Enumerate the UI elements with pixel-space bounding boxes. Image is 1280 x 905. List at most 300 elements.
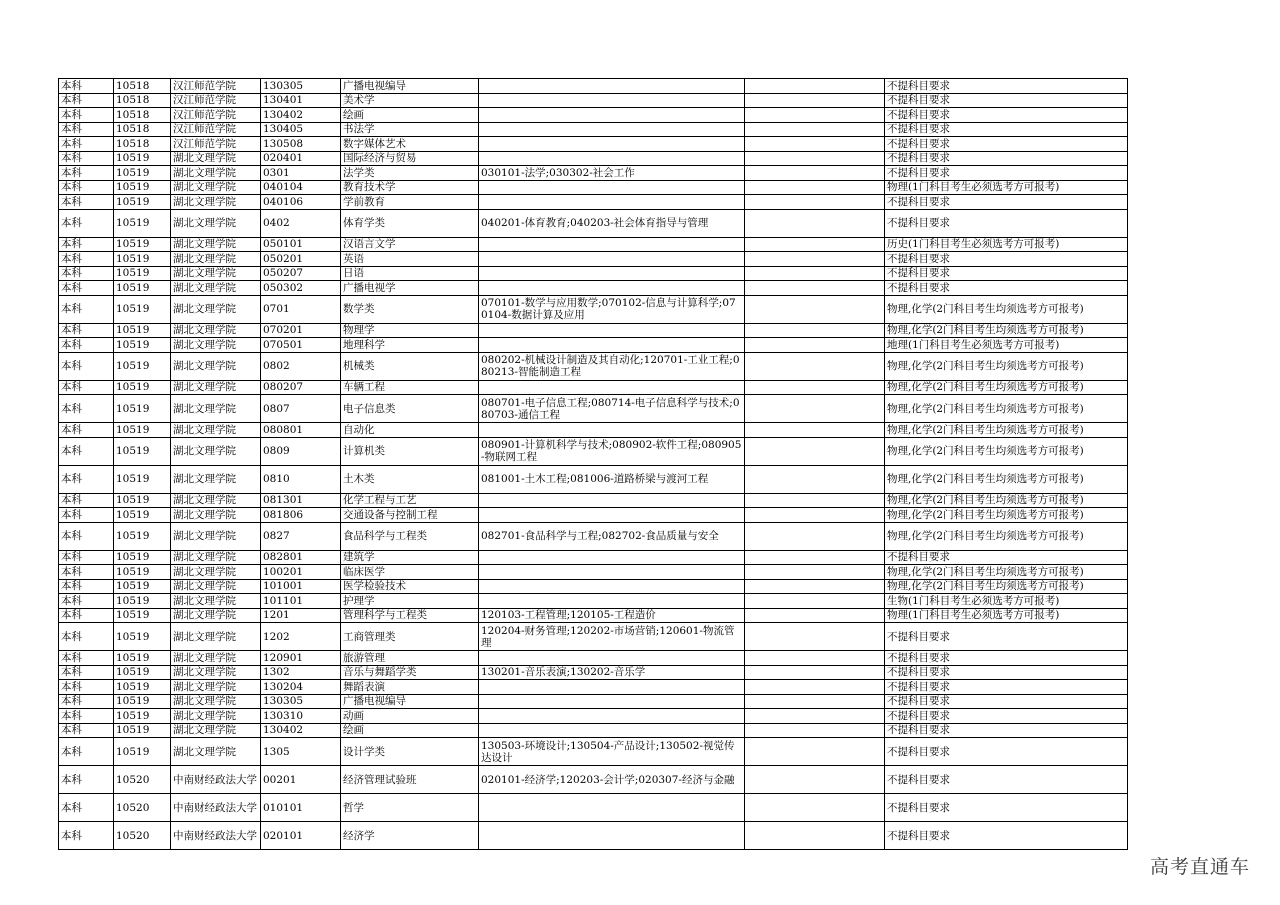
major-name-cell: 汉语言文学 xyxy=(341,237,479,252)
subject-requirement-cell: 不提科目要求 xyxy=(885,93,1128,108)
table-row xyxy=(59,180,1128,195)
school-code-cell: 10518 xyxy=(114,137,171,152)
subject-requirement-cell: 物理,化学(2门科目考生均须选考方可报考) xyxy=(885,465,1128,493)
note-cell xyxy=(745,137,885,152)
table-body xyxy=(59,79,1128,850)
table-row xyxy=(59,166,1128,181)
included-majors-cell: 070101-数学与应用数学;070102-信息与计算科学;070104-数据计算及应用 xyxy=(479,295,745,323)
school-name-cell: 湖北文理学院 xyxy=(171,608,261,623)
major-name-cell: 机械类 xyxy=(341,352,479,380)
included-majors-cell: 120103-工程管理;120105-工程造价 xyxy=(479,608,745,623)
school-name-cell: 湖北文理学院 xyxy=(171,550,261,565)
major-code-cell: 1201 xyxy=(261,608,341,623)
level-cell: 本科 xyxy=(59,195,114,210)
table-row xyxy=(59,79,1128,94)
level-cell: 本科 xyxy=(59,665,114,680)
subject-requirement-cell: 地理(1门科目考生必须选考方可报考) xyxy=(885,338,1128,353)
note-cell xyxy=(745,237,885,252)
admission-requirements-table xyxy=(58,78,1128,850)
school-name-cell: 湖北文理学院 xyxy=(171,151,261,166)
level-cell: 本科 xyxy=(59,295,114,323)
school-name-cell: 汉江师范学院 xyxy=(171,79,261,94)
major-name-cell: 舞蹈表演 xyxy=(341,680,479,695)
level-cell: 本科 xyxy=(59,79,114,94)
watermark-text: 高考直通车 xyxy=(1149,856,1250,878)
included-majors-cell xyxy=(479,180,745,195)
level-cell: 本科 xyxy=(59,594,114,609)
note-cell xyxy=(745,709,885,724)
major-code-cell: 070201 xyxy=(261,323,341,338)
subject-requirement-cell: 不提科目要求 xyxy=(885,794,1128,822)
major-name-cell: 地理科学 xyxy=(341,338,479,353)
table-row xyxy=(59,680,1128,695)
level-cell: 本科 xyxy=(59,166,114,181)
major-name-cell: 化学工程与工艺 xyxy=(341,493,479,508)
table-row xyxy=(59,266,1128,281)
school-name-cell: 湖北文理学院 xyxy=(171,295,261,323)
major-name-cell: 国际经济与贸易 xyxy=(341,151,479,166)
school-name-cell: 湖北文理学院 xyxy=(171,209,261,237)
major-name-cell: 教育技术学 xyxy=(341,180,479,195)
major-code-cell: 130402 xyxy=(261,108,341,123)
major-code-cell: 070501 xyxy=(261,338,341,353)
table-row xyxy=(59,723,1128,738)
table-row xyxy=(59,137,1128,152)
note-cell xyxy=(745,822,885,850)
level-cell: 本科 xyxy=(59,565,114,580)
major-code-cell: 0810 xyxy=(261,465,341,493)
level-cell: 本科 xyxy=(59,252,114,267)
school-code-cell: 10518 xyxy=(114,108,171,123)
school-name-cell: 湖北文理学院 xyxy=(171,493,261,508)
subject-requirement-cell: 不提科目要求 xyxy=(885,623,1128,651)
level-cell: 本科 xyxy=(59,323,114,338)
level-cell: 本科 xyxy=(59,237,114,252)
included-majors-cell xyxy=(479,93,745,108)
subject-requirement-cell: 不提科目要求 xyxy=(885,108,1128,123)
school-name-cell: 湖北文理学院 xyxy=(171,380,261,395)
major-name-cell: 自动化 xyxy=(341,423,479,438)
school-code-cell: 10519 xyxy=(114,465,171,493)
school-name-cell: 湖北文理学院 xyxy=(171,694,261,709)
school-code-cell: 10518 xyxy=(114,79,171,94)
school-code-cell: 10519 xyxy=(114,237,171,252)
included-majors-cell xyxy=(479,79,745,94)
included-majors-cell xyxy=(479,794,745,822)
included-majors-cell xyxy=(479,122,745,137)
major-code-cell: 050207 xyxy=(261,266,341,281)
table-row xyxy=(59,423,1128,438)
subject-requirement-cell: 不提科目要求 xyxy=(885,822,1128,850)
included-majors-cell xyxy=(479,550,745,565)
note-cell xyxy=(745,352,885,380)
table-row xyxy=(59,352,1128,380)
school-code-cell: 10519 xyxy=(114,266,171,281)
included-majors-cell xyxy=(479,579,745,594)
subject-requirement-cell: 不提科目要求 xyxy=(885,738,1128,766)
table-row xyxy=(59,465,1128,493)
table-row xyxy=(59,794,1128,822)
major-code-cell: 0809 xyxy=(261,437,341,465)
table-row xyxy=(59,665,1128,680)
major-code-cell: 020101 xyxy=(261,822,341,850)
school-name-cell: 湖北文理学院 xyxy=(171,709,261,724)
school-code-cell: 10519 xyxy=(114,437,171,465)
note-cell xyxy=(745,79,885,94)
note-cell xyxy=(745,252,885,267)
note-cell xyxy=(745,608,885,623)
school-code-cell: 10519 xyxy=(114,608,171,623)
note-cell xyxy=(745,323,885,338)
school-code-cell: 10519 xyxy=(114,565,171,580)
level-cell: 本科 xyxy=(59,281,114,296)
school-code-cell: 10518 xyxy=(114,93,171,108)
school-name-cell: 湖北文理学院 xyxy=(171,395,261,423)
school-name-cell: 湖北文理学院 xyxy=(171,338,261,353)
note-cell xyxy=(745,738,885,766)
note-cell xyxy=(745,180,885,195)
note-cell xyxy=(745,195,885,210)
note-cell xyxy=(745,623,885,651)
major-code-cell: 050302 xyxy=(261,281,341,296)
major-code-cell: 050201 xyxy=(261,252,341,267)
school-name-cell: 湖北文理学院 xyxy=(171,723,261,738)
level-cell: 本科 xyxy=(59,493,114,508)
table-row xyxy=(59,822,1128,850)
major-name-cell: 音乐与舞蹈学类 xyxy=(341,665,479,680)
school-name-cell: 湖北文理学院 xyxy=(171,565,261,580)
level-cell: 本科 xyxy=(59,608,114,623)
subject-requirement-cell: 不提科目要求 xyxy=(885,709,1128,724)
major-name-cell: 工商管理类 xyxy=(341,623,479,651)
subject-requirement-cell: 物理,化学(2门科目考生均须选考方可报考) xyxy=(885,352,1128,380)
included-majors-cell: 130201-音乐表演;130202-音乐学 xyxy=(479,665,745,680)
major-name-cell: 广播电视编导 xyxy=(341,694,479,709)
table-row xyxy=(59,565,1128,580)
level-cell: 本科 xyxy=(59,137,114,152)
level-cell: 本科 xyxy=(59,794,114,822)
school-code-cell: 10519 xyxy=(114,423,171,438)
major-code-cell: 0301 xyxy=(261,166,341,181)
school-name-cell: 中南财经政法大学 xyxy=(171,794,261,822)
subject-requirement-cell: 不提科目要求 xyxy=(885,122,1128,137)
subject-requirement-cell: 不提科目要求 xyxy=(885,209,1128,237)
level-cell: 本科 xyxy=(59,423,114,438)
level-cell: 本科 xyxy=(59,822,114,850)
school-code-cell: 10519 xyxy=(114,151,171,166)
subject-requirement-cell: 不提科目要求 xyxy=(885,651,1128,666)
note-cell xyxy=(745,209,885,237)
major-code-cell: 130508 xyxy=(261,137,341,152)
note-cell xyxy=(745,665,885,680)
subject-requirement-cell: 不提科目要求 xyxy=(885,694,1128,709)
note-cell xyxy=(745,465,885,493)
school-name-cell: 湖北文理学院 xyxy=(171,166,261,181)
subject-requirement-cell: 物理,化学(2门科目考生均须选考方可报考) xyxy=(885,395,1128,423)
subject-requirement-cell: 不提科目要求 xyxy=(885,195,1128,210)
included-majors-cell: 080202-机械设计制造及其自动化;120701-工业工程;080213-智能制造工程 xyxy=(479,352,745,380)
note-cell xyxy=(745,437,885,465)
included-majors-cell xyxy=(479,252,745,267)
subject-requirement-cell: 物理(1门科目考生必须选考方可报考) xyxy=(885,608,1128,623)
table-row xyxy=(59,151,1128,166)
school-name-cell: 湖北文理学院 xyxy=(171,281,261,296)
table-row xyxy=(59,295,1128,323)
major-code-cell: 1202 xyxy=(261,623,341,651)
school-code-cell: 10520 xyxy=(114,794,171,822)
included-majors-cell: 020101-经济学;120203-会计学;020307-经济与金融 xyxy=(479,766,745,794)
school-name-cell: 湖北文理学院 xyxy=(171,252,261,267)
major-code-cell: 120901 xyxy=(261,651,341,666)
major-code-cell: 020401 xyxy=(261,151,341,166)
level-cell: 本科 xyxy=(59,180,114,195)
subject-requirement-cell: 不提科目要求 xyxy=(885,766,1128,794)
table-row xyxy=(59,709,1128,724)
subject-requirement-cell: 物理,化学(2门科目考生均须选考方可报考) xyxy=(885,437,1128,465)
table-row xyxy=(59,281,1128,296)
major-code-cell: 082801 xyxy=(261,550,341,565)
table-row xyxy=(59,122,1128,137)
included-majors-cell xyxy=(479,281,745,296)
subject-requirement-cell: 不提科目要求 xyxy=(885,723,1128,738)
note-cell xyxy=(745,338,885,353)
school-name-cell: 湖北文理学院 xyxy=(171,508,261,523)
school-name-cell: 湖北文理学院 xyxy=(171,594,261,609)
included-majors-cell xyxy=(479,195,745,210)
subject-requirement-cell: 不提科目要求 xyxy=(885,266,1128,281)
table-row xyxy=(59,550,1128,565)
table-row xyxy=(59,252,1128,267)
included-majors-cell xyxy=(479,423,745,438)
included-majors-cell xyxy=(479,594,745,609)
major-name-cell: 英语 xyxy=(341,252,479,267)
school-name-cell: 湖北文理学院 xyxy=(171,579,261,594)
school-name-cell: 湖北文理学院 xyxy=(171,522,261,550)
major-code-cell: 100201 xyxy=(261,565,341,580)
subject-requirement-cell: 不提科目要求 xyxy=(885,137,1128,152)
included-majors-cell xyxy=(479,493,745,508)
school-name-cell: 湖北文理学院 xyxy=(171,237,261,252)
school-code-cell: 10519 xyxy=(114,665,171,680)
school-code-cell: 10519 xyxy=(114,493,171,508)
table-row xyxy=(59,651,1128,666)
major-name-cell: 数字媒体艺术 xyxy=(341,137,479,152)
level-cell: 本科 xyxy=(59,108,114,123)
included-majors-cell xyxy=(479,822,745,850)
subject-requirement-cell: 不提科目要求 xyxy=(885,550,1128,565)
included-majors-cell xyxy=(479,237,745,252)
major-name-cell: 经济管理试验班 xyxy=(341,766,479,794)
major-code-cell: 130401 xyxy=(261,93,341,108)
note-cell xyxy=(745,281,885,296)
level-cell: 本科 xyxy=(59,738,114,766)
note-cell xyxy=(745,122,885,137)
school-name-cell: 湖北文理学院 xyxy=(171,651,261,666)
school-name-cell: 汉江师范学院 xyxy=(171,137,261,152)
major-code-cell: 040104 xyxy=(261,180,341,195)
school-code-cell: 10519 xyxy=(114,738,171,766)
school-code-cell: 10519 xyxy=(114,651,171,666)
major-code-cell: 130305 xyxy=(261,694,341,709)
note-cell xyxy=(745,694,885,709)
school-name-cell: 湖北文理学院 xyxy=(171,352,261,380)
subject-requirement-cell: 生物(1门科目考生必须选考方可报考) xyxy=(885,594,1128,609)
level-cell: 本科 xyxy=(59,338,114,353)
major-code-cell: 081301 xyxy=(261,493,341,508)
major-name-cell: 医学检验技术 xyxy=(341,579,479,594)
major-code-cell: 0827 xyxy=(261,522,341,550)
table-row xyxy=(59,694,1128,709)
level-cell: 本科 xyxy=(59,151,114,166)
major-name-cell: 日语 xyxy=(341,266,479,281)
school-name-cell: 湖北文理学院 xyxy=(171,323,261,338)
major-name-cell: 计算机类 xyxy=(341,437,479,465)
note-cell xyxy=(745,423,885,438)
school-code-cell: 10519 xyxy=(114,395,171,423)
note-cell xyxy=(745,594,885,609)
included-majors-cell xyxy=(479,651,745,666)
major-name-cell: 数学类 xyxy=(341,295,479,323)
school-name-cell: 湖北文理学院 xyxy=(171,195,261,210)
included-majors-cell xyxy=(479,338,745,353)
level-cell: 本科 xyxy=(59,352,114,380)
major-name-cell: 绘画 xyxy=(341,108,479,123)
major-code-cell: 130204 xyxy=(261,680,341,695)
school-code-cell: 10519 xyxy=(114,295,171,323)
level-cell: 本科 xyxy=(59,465,114,493)
note-cell xyxy=(745,108,885,123)
major-name-cell: 电子信息类 xyxy=(341,395,479,423)
included-majors-cell xyxy=(479,709,745,724)
school-name-cell: 湖北文理学院 xyxy=(171,665,261,680)
note-cell xyxy=(745,493,885,508)
school-code-cell: 10519 xyxy=(114,252,171,267)
subject-requirement-cell: 物理,化学(2门科目考生均须选考方可报考) xyxy=(885,565,1128,580)
major-code-cell: 081806 xyxy=(261,508,341,523)
school-name-cell: 汉江师范学院 xyxy=(171,108,261,123)
table-row xyxy=(59,237,1128,252)
level-cell: 本科 xyxy=(59,623,114,651)
school-code-cell: 10519 xyxy=(114,281,171,296)
major-name-cell: 哲学 xyxy=(341,794,479,822)
note-cell xyxy=(745,151,885,166)
school-code-cell: 10519 xyxy=(114,550,171,565)
level-cell: 本科 xyxy=(59,266,114,281)
table-row xyxy=(59,738,1128,766)
included-majors-cell: 030101-法学;030302-社会工作 xyxy=(479,166,745,181)
table-row xyxy=(59,594,1128,609)
school-code-cell: 10519 xyxy=(114,338,171,353)
school-name-cell: 湖北文理学院 xyxy=(171,680,261,695)
table-row xyxy=(59,508,1128,523)
major-name-cell: 建筑学 xyxy=(341,550,479,565)
subject-requirement-cell: 历史(1门科目考生必须选考方可报考) xyxy=(885,237,1128,252)
note-cell xyxy=(745,565,885,580)
subject-requirement-cell: 物理,化学(2门科目考生均须选考方可报考) xyxy=(885,323,1128,338)
major-name-cell: 设计学类 xyxy=(341,738,479,766)
school-name-cell: 湖北文理学院 xyxy=(171,738,261,766)
note-cell xyxy=(745,680,885,695)
note-cell xyxy=(745,395,885,423)
level-cell: 本科 xyxy=(59,522,114,550)
major-name-cell: 临床医学 xyxy=(341,565,479,580)
major-name-cell: 护理学 xyxy=(341,594,479,609)
school-name-cell: 湖北文理学院 xyxy=(171,266,261,281)
included-majors-cell: 120204-财务管理;120202-市场营销;120601-物流管理 xyxy=(479,623,745,651)
note-cell xyxy=(745,723,885,738)
major-code-cell: 080801 xyxy=(261,423,341,438)
school-code-cell: 10520 xyxy=(114,822,171,850)
note-cell xyxy=(745,166,885,181)
major-code-cell: 130402 xyxy=(261,723,341,738)
major-name-cell: 体育学类 xyxy=(341,209,479,237)
major-code-cell: 130310 xyxy=(261,709,341,724)
subject-requirement-cell: 不提科目要求 xyxy=(885,166,1128,181)
school-name-cell: 湖北文理学院 xyxy=(171,180,261,195)
included-majors-cell xyxy=(479,380,745,395)
subject-requirement-cell: 物理,化学(2门科目考生均须选考方可报考) xyxy=(885,380,1128,395)
level-cell: 本科 xyxy=(59,395,114,423)
note-cell xyxy=(745,766,885,794)
major-code-cell: 130405 xyxy=(261,122,341,137)
note-cell xyxy=(745,508,885,523)
included-majors-cell: 040201-体育教育;040203-社会体育指导与管理 xyxy=(479,209,745,237)
included-majors-cell xyxy=(479,151,745,166)
major-name-cell: 学前教育 xyxy=(341,195,479,210)
level-cell: 本科 xyxy=(59,93,114,108)
note-cell xyxy=(745,522,885,550)
school-name-cell: 湖北文理学院 xyxy=(171,623,261,651)
table-row xyxy=(59,209,1128,237)
table-row xyxy=(59,766,1128,794)
subject-requirement-cell: 物理,化学(2门科目考生均须选考方可报考) xyxy=(885,522,1128,550)
major-name-cell: 交通设备与控制工程 xyxy=(341,508,479,523)
school-code-cell: 10519 xyxy=(114,680,171,695)
major-code-cell: 0402 xyxy=(261,209,341,237)
note-cell xyxy=(745,380,885,395)
major-name-cell: 动画 xyxy=(341,709,479,724)
included-majors-cell xyxy=(479,108,745,123)
major-code-cell: 010101 xyxy=(261,794,341,822)
school-code-cell: 10519 xyxy=(114,166,171,181)
subject-requirement-cell: 不提科目要求 xyxy=(885,252,1128,267)
note-cell xyxy=(745,794,885,822)
level-cell: 本科 xyxy=(59,579,114,594)
level-cell: 本科 xyxy=(59,380,114,395)
included-majors-cell xyxy=(479,323,745,338)
included-majors-cell: 080701-电子信息工程;080714-电子信息科学与技术;080703-通信工程 xyxy=(479,395,745,423)
major-name-cell: 法学类 xyxy=(341,166,479,181)
major-code-cell: 040106 xyxy=(261,195,341,210)
school-name-cell: 汉江师范学院 xyxy=(171,93,261,108)
table-row xyxy=(59,323,1128,338)
major-name-cell: 书法学 xyxy=(341,122,479,137)
school-code-cell: 10519 xyxy=(114,195,171,210)
major-name-cell: 车辆工程 xyxy=(341,380,479,395)
school-name-cell: 湖北文理学院 xyxy=(171,423,261,438)
major-code-cell: 101001 xyxy=(261,579,341,594)
major-name-cell: 广播电视编导 xyxy=(341,79,479,94)
school-code-cell: 10519 xyxy=(114,522,171,550)
school-code-cell: 10519 xyxy=(114,594,171,609)
subject-requirement-cell: 不提科目要求 xyxy=(885,79,1128,94)
school-name-cell: 中南财经政法大学 xyxy=(171,766,261,794)
school-name-cell: 中南财经政法大学 xyxy=(171,822,261,850)
school-code-cell: 10519 xyxy=(114,723,171,738)
school-code-cell: 10520 xyxy=(114,766,171,794)
subject-requirement-cell: 不提科目要求 xyxy=(885,680,1128,695)
school-name-cell: 汉江师范学院 xyxy=(171,122,261,137)
